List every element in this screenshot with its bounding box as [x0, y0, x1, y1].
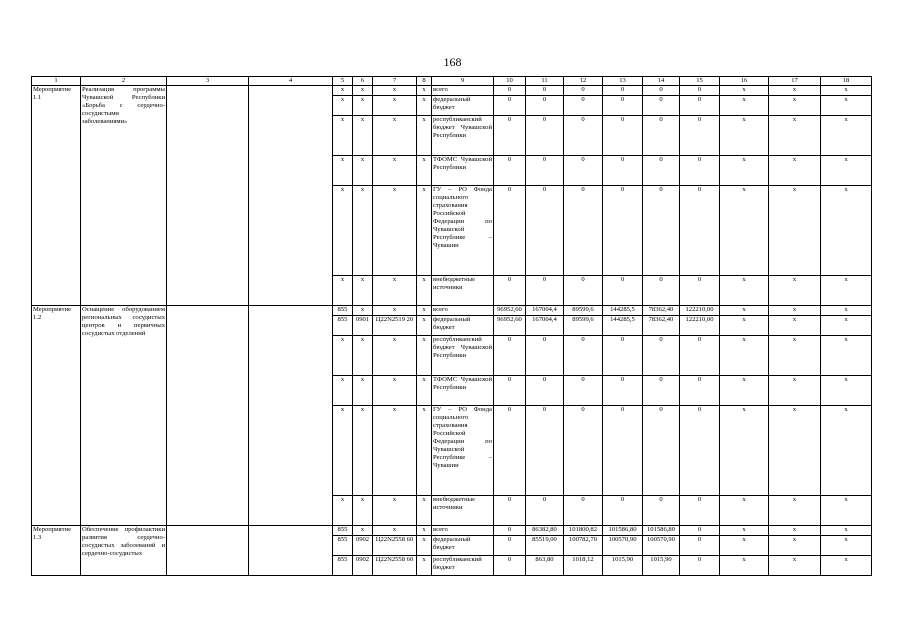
value-cell: x [821, 86, 872, 96]
column-header: 1 [32, 77, 81, 86]
value-cell: 0 [680, 406, 720, 496]
grbs-code: 855 [333, 556, 353, 576]
value-cell: x [769, 536, 821, 556]
value-cell: x [720, 526, 769, 536]
column-header: 16 [720, 77, 769, 86]
grbs-code: 855 [333, 306, 353, 316]
value-cell: x [720, 306, 769, 316]
value-cell: 78362,40 [643, 306, 680, 316]
value-cell: 0 [564, 406, 603, 496]
expense-type-code: x [417, 306, 432, 316]
value-cell: x [720, 276, 769, 306]
value-cell: x [769, 86, 821, 96]
value-cell: 0 [494, 556, 526, 576]
value-cell: 0 [643, 116, 680, 156]
value-cell: x [821, 376, 872, 406]
value-cell: 0 [680, 556, 720, 576]
value-cell: x [720, 406, 769, 496]
value-cell: 0 [564, 376, 603, 406]
expense-type-code: x [417, 376, 432, 406]
value-cell: x [821, 336, 872, 376]
value-cell: 167004,4 [526, 316, 564, 336]
value-cell: 0 [680, 526, 720, 536]
value-cell: x [769, 306, 821, 316]
value-cell: 0 [564, 186, 603, 276]
expense-type-code: x [417, 186, 432, 276]
expense-type-code: x [417, 406, 432, 496]
value-cell: 85519,00 [526, 536, 564, 556]
value-cell: x [720, 556, 769, 576]
expense-type-code: x [417, 156, 432, 186]
value-cell: 167004,4 [526, 306, 564, 316]
col-3-cell [167, 306, 249, 526]
grbs-code: x [333, 496, 353, 526]
funding-source: всего [432, 86, 494, 96]
value-cell: 100570,90 [603, 536, 643, 556]
funding-source: республиканский бюджет Чувашской Республики [432, 336, 494, 376]
value-cell: 0 [603, 186, 643, 276]
value-cell: x [720, 156, 769, 186]
value-cell: x [769, 406, 821, 496]
grbs-code: x [333, 276, 353, 306]
measure-description: Реализация программы Чувашской Республики «Борьба с сердечно-сосудистыми заболеваниями» [81, 86, 167, 306]
section-code: 0901 [353, 316, 373, 336]
measure-label: Мероприятие 1.1 [32, 86, 81, 306]
value-cell: 0 [526, 116, 564, 156]
value-cell: 0 [603, 276, 643, 306]
value-cell: 101586,80 [603, 526, 643, 536]
column-header: 17 [769, 77, 821, 86]
value-cell: 0 [494, 336, 526, 376]
grbs-code: x [333, 116, 353, 156]
funding-source: федеральный бюджет [432, 536, 494, 556]
section-code: x [353, 526, 373, 536]
target-article-code: x [373, 306, 417, 316]
column-header: 13 [603, 77, 643, 86]
expense-type-code: x [417, 526, 432, 536]
funding-source: федеральный бюджет [432, 316, 494, 336]
value-cell: 144285,5 [603, 306, 643, 316]
funding-source: ТФОМС Чувашской Республики [432, 376, 494, 406]
expense-type-code: x [417, 556, 432, 576]
value-cell: 0 [603, 116, 643, 156]
value-cell: x [821, 556, 872, 576]
value-cell: 89599,6 [564, 306, 603, 316]
funding-source: внебюджетные источники [432, 276, 494, 306]
value-cell: 1018,12 [564, 556, 603, 576]
value-cell: 0 [494, 406, 526, 496]
value-cell: 0 [603, 496, 643, 526]
value-cell: 0 [643, 86, 680, 96]
value-cell: 0 [603, 406, 643, 496]
section-code: x [353, 186, 373, 276]
value-cell: 0 [564, 116, 603, 156]
funding-source: ГУ – РО Фонда социального страхования Российской Федерации по Чувашской Республике – Чувашии [432, 186, 494, 276]
value-cell: 100570,90 [643, 536, 680, 556]
target-article-code: x [373, 496, 417, 526]
value-cell: 1015,90 [643, 556, 680, 576]
funding-source: федеральный бюджет [432, 96, 494, 116]
value-cell: 100782,70 [564, 536, 603, 556]
funding-source: ГУ – РО Фонда социального страхования Российской Федерации по Чувашской Республике – Чувашии [432, 406, 494, 496]
column-header: 15 [680, 77, 720, 86]
target-article-code: x [373, 86, 417, 96]
value-cell: 0 [494, 496, 526, 526]
column-header: 9 [432, 77, 494, 86]
value-cell: 0 [564, 496, 603, 526]
value-cell: x [821, 306, 872, 316]
value-cell: 0 [494, 526, 526, 536]
grbs-code: 855 [333, 536, 353, 556]
value-cell: x [769, 316, 821, 336]
value-cell: x [821, 406, 872, 496]
funding-source: ТФОМС Чувашской Республики [432, 156, 494, 186]
value-cell: x [720, 316, 769, 336]
column-header: 5 [333, 77, 353, 86]
column-header: 10 [494, 77, 526, 86]
value-cell: 122210,00 [680, 316, 720, 336]
value-cell: 0 [494, 116, 526, 156]
value-cell: x [720, 186, 769, 276]
section-code: x [353, 156, 373, 186]
value-cell: 0 [494, 376, 526, 406]
target-article-code: x [373, 526, 417, 536]
measure-label: Мероприятие 1.3 [32, 526, 81, 576]
section-code: x [353, 116, 373, 156]
expense-type-code: x [417, 496, 432, 526]
value-cell: x [769, 186, 821, 276]
value-cell: 0 [526, 186, 564, 276]
column-header: 4 [249, 77, 333, 86]
value-cell: x [769, 96, 821, 116]
target-article-code: Ц22N2558 60 [373, 556, 417, 576]
value-cell: 0 [643, 96, 680, 116]
value-cell: x [821, 526, 872, 536]
value-cell: x [821, 96, 872, 116]
value-cell: x [769, 556, 821, 576]
value-cell: x [769, 336, 821, 376]
grbs-code: x [333, 186, 353, 276]
expense-type-code: x [417, 336, 432, 376]
value-cell: 0 [643, 496, 680, 526]
value-cell: 0 [526, 406, 564, 496]
value-cell: 0 [643, 156, 680, 186]
column-header: 12 [564, 77, 603, 86]
value-cell: 0 [680, 276, 720, 306]
table-row [32, 306, 872, 316]
table-row [32, 526, 872, 536]
value-cell: x [769, 156, 821, 186]
value-cell: 0 [564, 96, 603, 116]
value-cell: 0 [680, 336, 720, 376]
section-code: x [353, 306, 373, 316]
value-cell: 0 [494, 96, 526, 116]
column-header: 8 [417, 77, 432, 86]
target-article-code: x [373, 336, 417, 376]
funding-source: внебюджетные источники [432, 496, 494, 526]
column-header: 11 [526, 77, 564, 86]
col-3-cell [167, 86, 249, 306]
budget-table [31, 76, 872, 576]
value-cell: 0 [643, 186, 680, 276]
value-cell: x [720, 86, 769, 96]
value-cell: x [769, 116, 821, 156]
value-cell: 1015,90 [603, 556, 643, 576]
expense-type-code: x [417, 116, 432, 156]
value-cell: 0 [494, 86, 526, 96]
target-article-code: Ц22N2519 20 [373, 316, 417, 336]
value-cell: x [720, 536, 769, 556]
value-cell: 0 [526, 86, 564, 96]
value-cell: 0 [526, 336, 564, 376]
value-cell: 0 [603, 156, 643, 186]
target-article-code: x [373, 406, 417, 496]
section-code: x [353, 336, 373, 376]
value-cell: x [769, 276, 821, 306]
value-cell: 144285,5 [603, 316, 643, 336]
value-cell: 0 [603, 96, 643, 116]
col-4-cell [249, 86, 333, 306]
column-header: 3 [167, 77, 249, 86]
value-cell: 863,80 [526, 556, 564, 576]
value-cell: 96952,60 [494, 316, 526, 336]
value-cell: 0 [643, 336, 680, 376]
section-code: x [353, 86, 373, 96]
value-cell: 0 [526, 156, 564, 186]
value-cell: x [821, 536, 872, 556]
value-cell: x [821, 316, 872, 336]
value-cell: 0 [526, 96, 564, 116]
value-cell: 0 [603, 86, 643, 96]
value-cell: x [821, 116, 872, 156]
measure-label: Мероприятие 1.2 [32, 306, 81, 526]
value-cell: 0 [680, 376, 720, 406]
section-code: 0902 [353, 536, 373, 556]
col-3-cell [167, 526, 249, 576]
expense-type-code: x [417, 316, 432, 336]
value-cell: x [720, 376, 769, 406]
grbs-code: 855 [333, 526, 353, 536]
section-code: x [353, 496, 373, 526]
value-cell: x [769, 376, 821, 406]
target-article-code: x [373, 276, 417, 306]
measure-description: Оснащение оборудованием региональных сосудистых центров и первичных сосудистых отделений [81, 306, 167, 526]
value-cell: 86382,80 [526, 526, 564, 536]
value-cell: x [821, 276, 872, 306]
column-header: 6 [353, 77, 373, 86]
value-cell: 0 [526, 496, 564, 526]
funding-source: республиканский бюджет [432, 556, 494, 576]
value-cell: 0 [494, 276, 526, 306]
expense-type-code: x [417, 86, 432, 96]
value-cell: x [720, 496, 769, 526]
value-cell: 89599,6 [564, 316, 603, 336]
value-cell: 0 [564, 276, 603, 306]
value-cell: 78362,40 [643, 316, 680, 336]
value-cell: x [720, 116, 769, 156]
expense-type-code: x [417, 276, 432, 306]
target-article-code: Ц22N2558 60 [373, 536, 417, 556]
value-cell: 0 [564, 336, 603, 376]
target-article-code: x [373, 116, 417, 156]
value-cell: 0 [680, 156, 720, 186]
target-article-code: x [373, 186, 417, 276]
value-cell: 0 [680, 186, 720, 276]
value-cell: 0 [564, 156, 603, 186]
value-cell: 0 [603, 376, 643, 406]
table-row [32, 86, 872, 96]
value-cell: 0 [494, 186, 526, 276]
section-code: x [353, 406, 373, 496]
section-code: x [353, 96, 373, 116]
column-header: 14 [643, 77, 680, 86]
grbs-code: x [333, 86, 353, 96]
funding-source: всего [432, 306, 494, 316]
value-cell: x [769, 526, 821, 536]
value-cell: 0 [643, 276, 680, 306]
value-cell: 0 [643, 376, 680, 406]
measure-description: Обеспечение профилактики развития сердечно-сосудистых заболеваний и сердечно-сосудистых [81, 526, 167, 576]
value-cell: 0 [680, 496, 720, 526]
value-cell: x [720, 336, 769, 376]
value-cell: x [821, 496, 872, 526]
value-cell: 0 [494, 156, 526, 186]
section-code: x [353, 276, 373, 306]
value-cell: 96952,60 [494, 306, 526, 316]
value-cell: x [821, 186, 872, 276]
funding-source: республиканский бюджет Чувашской Республики [432, 116, 494, 156]
value-cell: x [821, 156, 872, 186]
target-article-code: x [373, 156, 417, 186]
value-cell: 101586,80 [643, 526, 680, 536]
target-article-code: x [373, 96, 417, 116]
section-code: 0902 [353, 556, 373, 576]
value-cell: 0 [680, 116, 720, 156]
value-cell: 0 [564, 86, 603, 96]
value-cell: x [769, 496, 821, 526]
value-cell: 101800,82 [564, 526, 603, 536]
grbs-code: x [333, 156, 353, 186]
grbs-code: 855 [333, 316, 353, 336]
col-4-cell [249, 306, 333, 526]
column-header: 18 [821, 77, 872, 86]
column-header-row [32, 77, 872, 86]
value-cell: 122210,00 [680, 306, 720, 316]
value-cell: 0 [526, 376, 564, 406]
value-cell: x [720, 96, 769, 116]
value-cell: 0 [680, 536, 720, 556]
grbs-code: x [333, 406, 353, 496]
table-body [32, 86, 872, 576]
grbs-code: x [333, 96, 353, 116]
value-cell: 0 [526, 276, 564, 306]
expense-type-code: x [417, 96, 432, 116]
value-cell: 0 [680, 96, 720, 116]
col-4-cell [249, 526, 333, 576]
value-cell: 0 [643, 406, 680, 496]
value-cell: 0 [494, 536, 526, 556]
column-header: 2 [81, 77, 167, 86]
grbs-code: x [333, 376, 353, 406]
grbs-code: x [333, 336, 353, 376]
expense-type-code: x [417, 536, 432, 556]
section-code: x [353, 376, 373, 406]
target-article-code: x [373, 376, 417, 406]
column-header: 7 [373, 77, 417, 86]
value-cell: 0 [680, 86, 720, 96]
value-cell: 0 [603, 336, 643, 376]
page-number: 168 [443, 55, 462, 69]
funding-source: всего [432, 526, 494, 536]
